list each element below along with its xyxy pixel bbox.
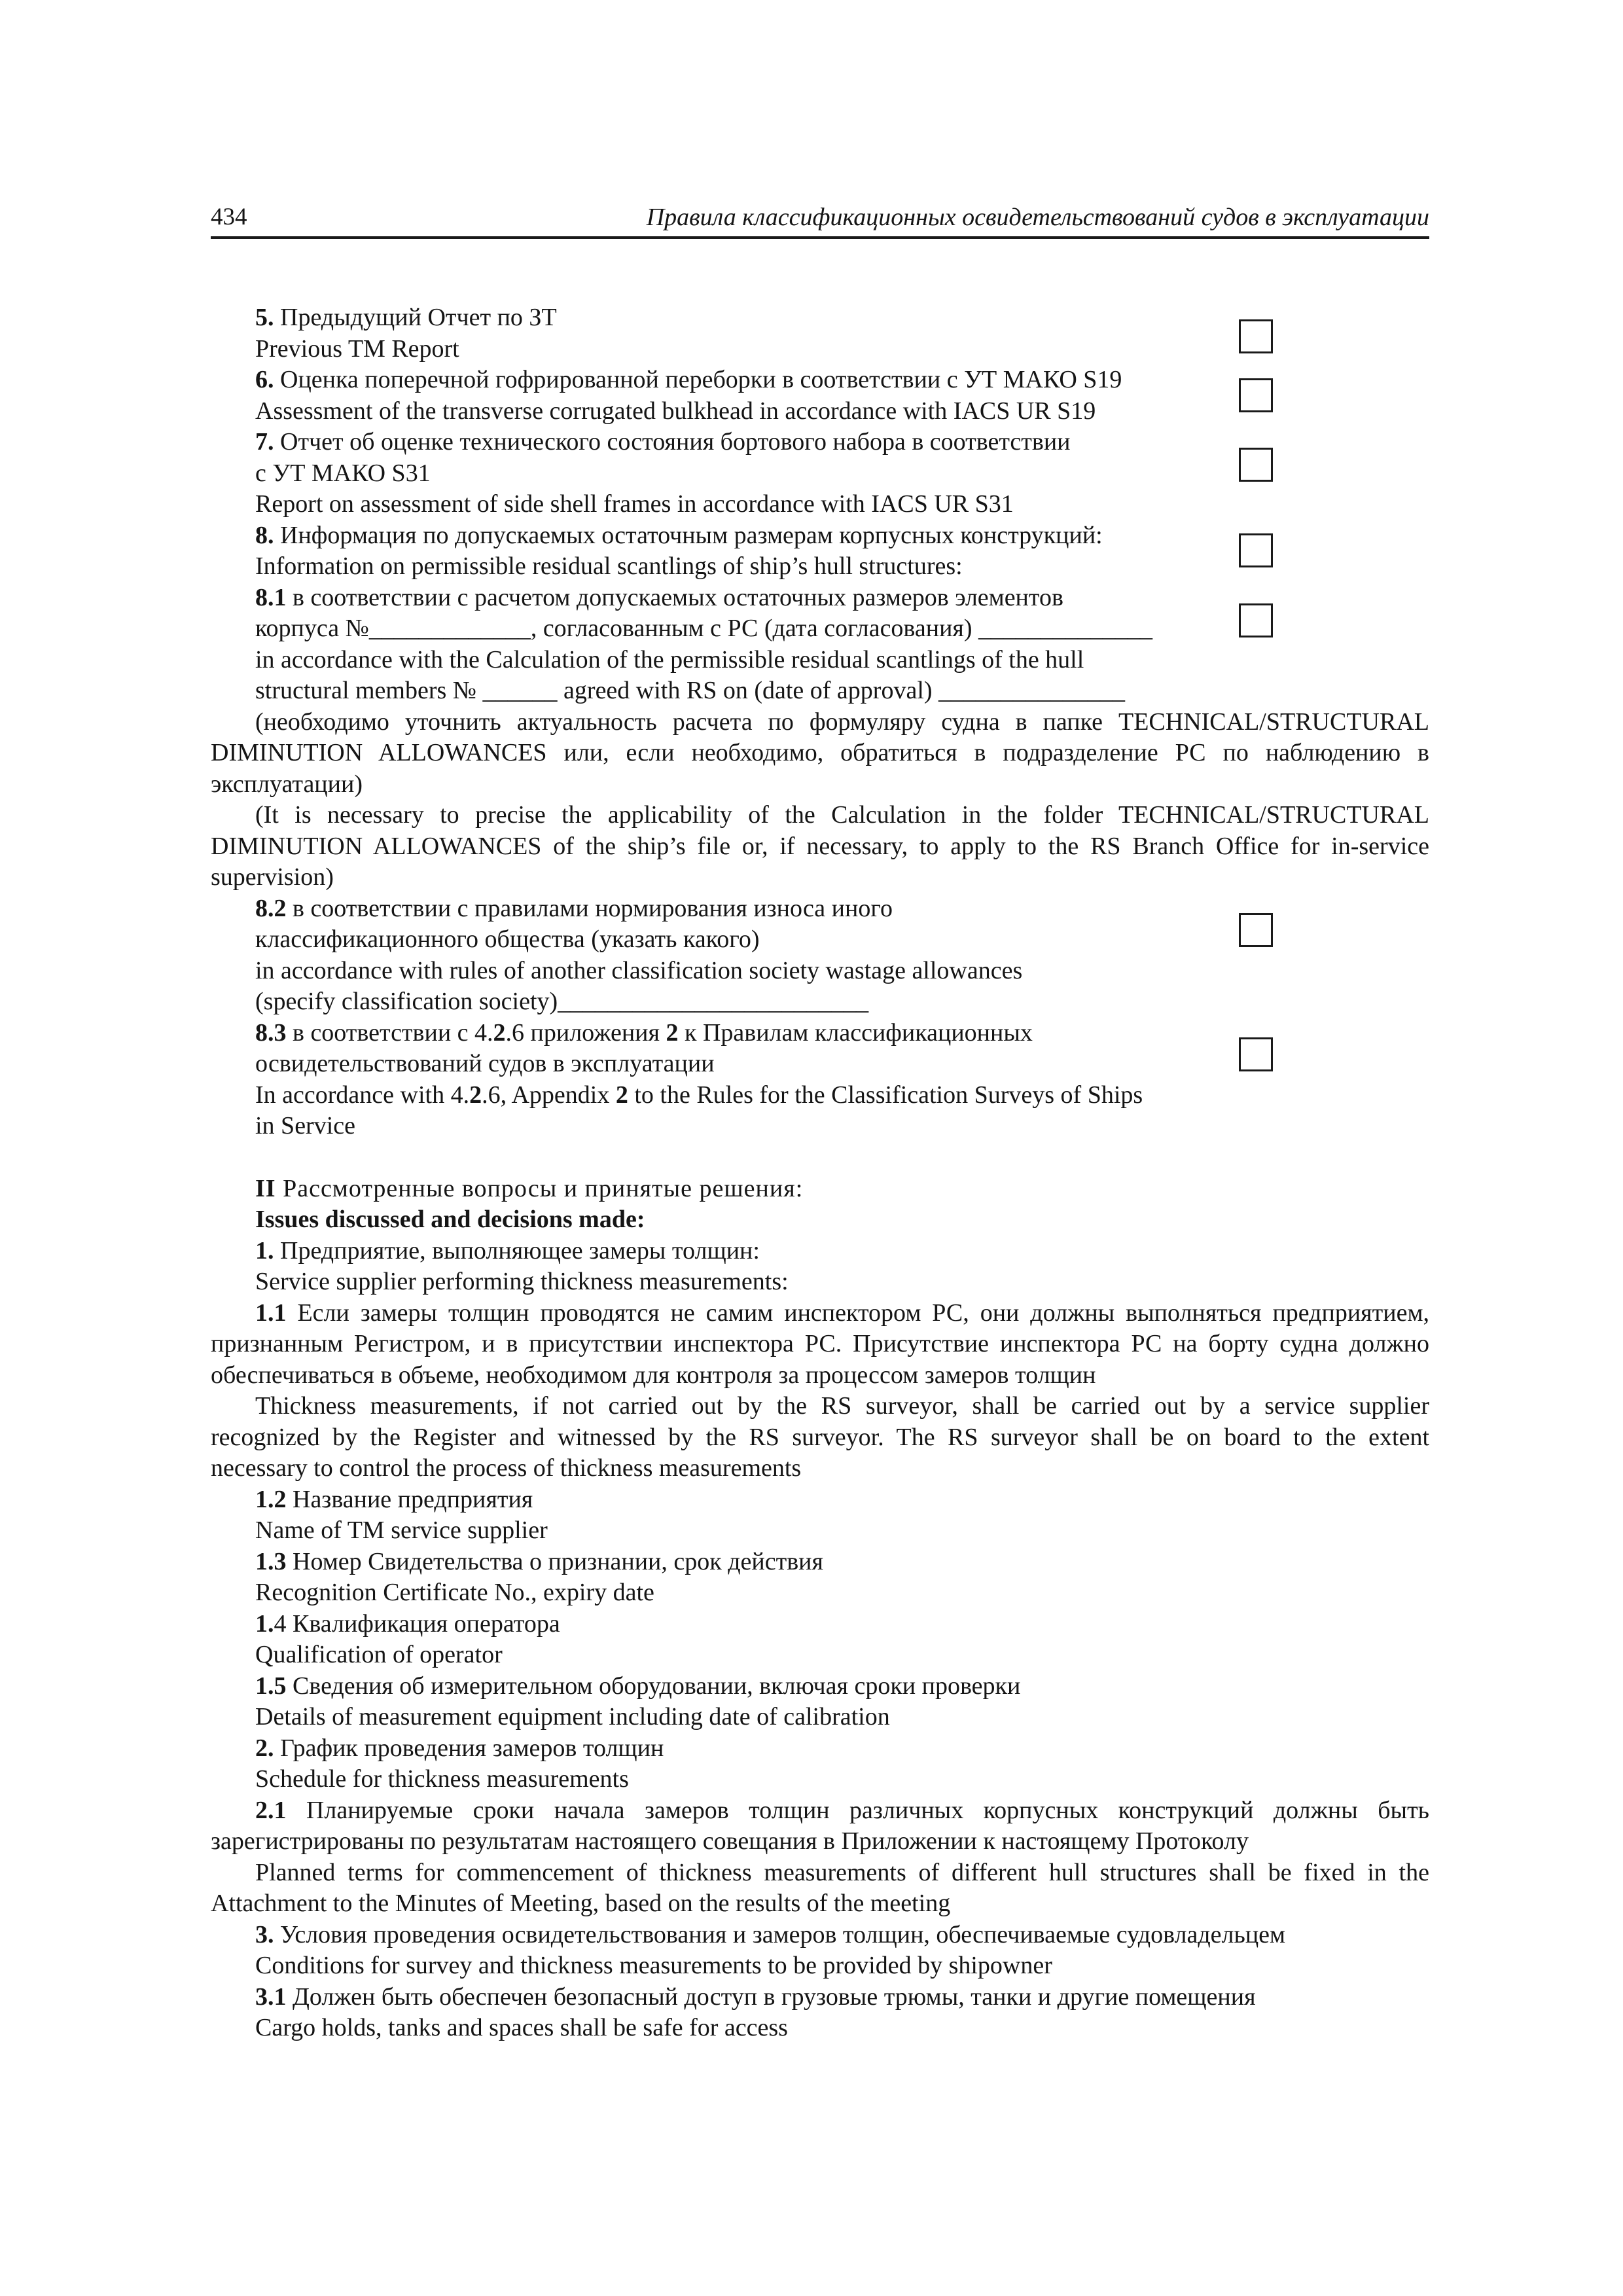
- page-number: 434: [211, 204, 247, 230]
- item-s1-1-en-cont: recognized by the Register and witnessed by the RS surveyor. The RS surveyor shall be on board to the extent: [211, 1423, 1429, 1451]
- item-8-1-ru-cont: корпуса №_____________, согласованным с РС (дата согласования) ______________: [255, 615, 1153, 642]
- item-s1-2-en: Name of TM service supplier: [255, 1516, 548, 1544]
- document-body: [211, 302, 1429, 2044]
- item-s1-2-ru: 1.2 Название предприятия: [255, 1485, 533, 1513]
- item-8-1-ru: 8.1 в соответствии с расчетом допускаемых остаточных размеров элементов: [255, 583, 1063, 611]
- item-s2-en: Schedule for thickness measurements: [255, 1765, 629, 1793]
- note-ru-line-1: (необходимо уточнить актуальность расчета по формуляру судна в папке TECHNICAL/STRUCTURAL: [255, 708, 1429, 736]
- item-s1-4-en: Qualification of operator: [255, 1641, 503, 1668]
- note-en-line-2: DIMINUTION ALLOWANCES of the ship’s file or, if necessary, to apply to the RS Branch Office for in-service: [211, 832, 1429, 860]
- section-gap: [211, 1142, 1429, 1174]
- item-s3-1-ru: 3.1 Должен быть обеспечен безопасный доступ в грузовые трюмы, танки и другие помещения: [255, 1982, 1256, 2011]
- item-8-3-en-cont: in Service: [255, 1112, 356, 1139]
- item-s3-ru: 3. Условия проведения освидетельствования и замеров толщин, обеспечиваемые судовладельцем: [255, 1920, 1286, 1948]
- note-ru-line-2: DIMINUTION ALLOWANCES или, если необходимо, обратиться в подразделение РС по наблюдению в: [211, 739, 1429, 766]
- item-s2-1-ru: 2.1 Планируемые сроки начала замеров толщин различных корпусных конструкций должны быть: [255, 1796, 1429, 1824]
- item-s1-1-en-cont2: necessary to control the process of thickness measurements: [211, 1454, 802, 1482]
- item-8-en: Information on permissible residual scantlings of ship’s hull structures:: [255, 552, 963, 580]
- item-8-1-en-cont: structural members № ______ agreed with RS on (date of approval) _______________: [255, 677, 1126, 704]
- item-s2-1-ru-cont: зарегистрированы по результатам настоящего совещания в Приложении к настоящему Протоколу: [211, 1827, 1249, 1855]
- section-2-heading-en: Issues discussed and decisions made:: [255, 1206, 645, 1233]
- item-s1-1-ru-cont2: обеспечиваться в объеме, необходимом для контроля за процессом замеров толщин: [211, 1361, 1096, 1389]
- item-8-3-ru-cont: освидетельствований судов в эксплуатации: [255, 1050, 715, 1077]
- item-s2-1-en-cont: Attachment to the Minutes of Meeting, based on the results of the meeting: [211, 1890, 951, 1917]
- item-8-ru: 8. Информация по допускаемых остаточным размерам корпусных конструкций:: [255, 521, 1103, 549]
- running-header: [211, 200, 1429, 235]
- item-5-en: Previous TM Report: [255, 334, 459, 363]
- running-title: Правила классификационных освидетельствований судов в эксплуатации: [646, 204, 1429, 231]
- item-8-3-ru: 8.3 в соответствии с 4.2.6 приложения 2 к Правилам классификационных: [255, 1018, 1033, 1047]
- item-s2-ru: 2. График проведения замеров толщин: [255, 1734, 664, 1762]
- item-8-2-en-cont: (specify classification society)_________________________: [255, 988, 869, 1015]
- item-8-2-en: in accordance with rules of another classification society wastage allowances: [255, 956, 1023, 984]
- item-s1-3-ru: 1.3 Номер Свидетельства о признании, срок действия: [255, 1547, 823, 1575]
- item-s1-3-en: Recognition Certificate No., expiry date: [255, 1579, 654, 1606]
- item-6-ru: 6. Оценка поперечной гофрированной переборки в соответствии с УТ МАКО S19: [255, 366, 1122, 393]
- item-s1-1-ru: 1.1 Если замеры толщин проводятся не самим инспектором РС, они должны выполняться предприятием,: [255, 1299, 1429, 1327]
- item-s1-5-ru: 1.5 Сведения об измерительном оборудовании, включая сроки проверки: [255, 1672, 1021, 1700]
- item-s3-1-en: Cargo holds, tanks and spaces shall be safe for access: [255, 2014, 788, 2041]
- item-s1-4-ru: 1.4 Квалификация оператора: [255, 1609, 560, 1638]
- item-s1-ru: 1. Предприятие, выполняющее замеры толщин:: [255, 1236, 760, 1265]
- item-7-ru: 7. Отчет об оценке технического состояния бортового набора в соответствии: [255, 428, 1071, 456]
- item-7-ru-cont: с УТ МАКО S31: [255, 459, 431, 487]
- item-8-2-ru: 8.2 в соответствии с правилами нормирования износа иного: [255, 894, 893, 922]
- header-rule: [211, 236, 1429, 239]
- item-8-2-ru-cont: классификационного общества (указать какого): [255, 925, 760, 953]
- item-s1-5-en: Details of measurement equipment including date of calibration: [255, 1703, 890, 1731]
- item-s1-1-ru-cont: признанным Регистром, и в присутствии инспектора РС. Присутствие инспектора РС на борту судна должно: [211, 1330, 1429, 1357]
- item-8-3-en: In accordance with 4.2.6, Appendix 2 to the Rules for the Classification Surveys of Ships: [255, 1081, 1143, 1109]
- item-s1-en: Service supplier performing thickness measurements:: [255, 1268, 789, 1295]
- item-5-ru: 5. Предыдущий Отчет по ЗТ: [255, 304, 557, 331]
- item-s2-1-en: Planned terms for commencement of thickness measurements of different hull structures shall be fixed in the: [255, 1858, 1429, 1886]
- item-6-en: Assessment of the transverse corrugated bulkhead in accordance with IACS UR S19: [255, 397, 1096, 425]
- section-2-heading-ru: II Рассмотренные вопросы и принятые решения:: [255, 1174, 804, 1202]
- note-en-line-3: supervision): [211, 863, 334, 891]
- item-s1-1-en: Thickness measurements, if not carried out by the RS surveyor, shall be carried out by a service supplier: [255, 1392, 1429, 1420]
- note-en-line-1: (It is necessary to precise the applicability of the Calculation in the folder TECHNICAL/STRUCTURAL: [255, 801, 1429, 829]
- item-8-1-en: in accordance with the Calculation of the permissible residual scantlings of the hull: [255, 645, 1084, 673]
- item-7-en: Report on assessment of side shell frames in accordance with IACS UR S31: [255, 490, 1014, 518]
- note-ru-line-3: эксплуатации): [211, 770, 363, 798]
- item-s3-en: Conditions for survey and thickness measurements to be provided by shipowner: [255, 1952, 1052, 1979]
